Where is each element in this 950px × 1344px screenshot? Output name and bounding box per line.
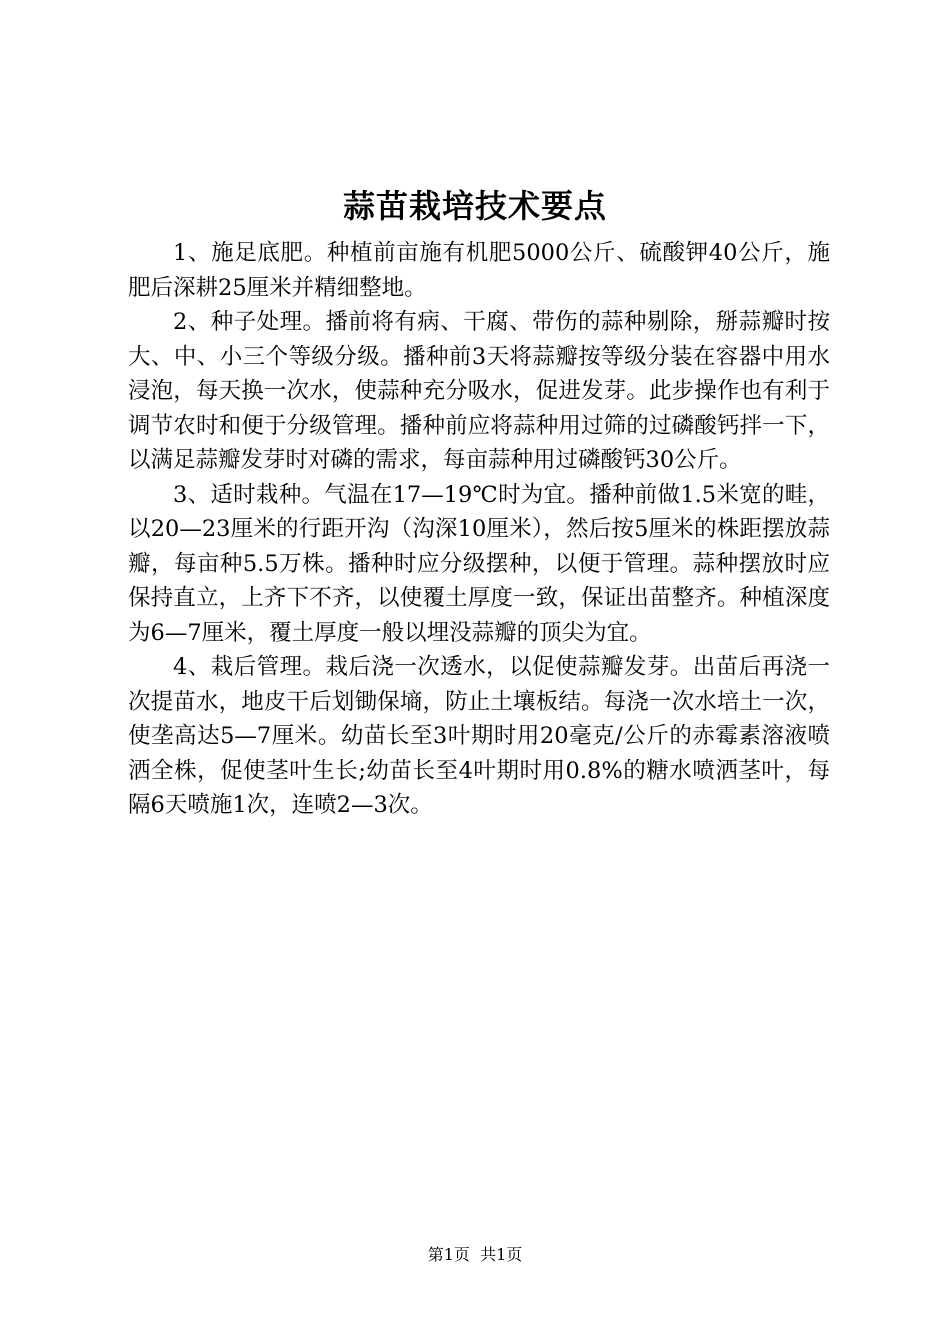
document-body [128, 236, 830, 823]
paragraph-timely-planting: 3、适时栽种。气温在17—19℃时为宜。播种前做1.5米宽的畦，以20—23厘米的行距开沟（沟深10厘米），然后按5厘米的株距摆放蒜瓣，每亩种5.5万株。播种时应分级摆种，以便于管理。蒜种摆放时应保持直立，上齐下不齐，以使覆土厚度一致，保证出苗整齐。种植深度为6—7厘米，覆土厚度一般以埋没蒜瓣的顶尖为宜。 [128, 481, 830, 646]
document-title: 蒜苗栽培技术要点 [342, 187, 607, 225]
page-number: 第1页 [427, 1245, 470, 1264]
page-total: 共1页 [480, 1245, 523, 1264]
page-footer [0, 1244, 950, 1266]
paragraph-post-planting-management: 4、栽后管理。栽后浇一次透水，以促使蒜瓣发芽。出苗后再浇一次提苗水，地皮干后划锄保墒，防止土壤板结。每浇一次水培土一次，使垄高达5—7厘米。幼苗长至3叶期时用20毫克/公斤的赤霉素溶液喷洒全株，促使茎叶生长;幼苗长至4叶期时用0.8%的糖水喷洒茎叶，每隔6天喷施1次，连喷2—3次。 [128, 654, 830, 818]
footer-separator [470, 1245, 480, 1264]
paragraph-basal-fertilizer: 1、施足底肥。种植前亩施有机肥5000公斤、硫酸钾40公斤，施肥后深耕25厘米并精细整地。 [128, 240, 830, 301]
paragraph-seed-treatment: 2、种子处理。播前将有病、干腐、带伤的蒜种剔除，掰蒜瓣时按大、中、小三个等级分级。播种前3天将蒜瓣按等级分装在容器中用水浸泡，每天换一次水，使蒜种充分吸水，促进发芽。此步操作也有利于调节农时和便于分级管理。播种前应将蒜种用过筛的过磷酸钙拌一下，以满足蒜瓣发芽时对磷的需求，每亩蒜种用过磷酸钙30公斤。 [128, 309, 830, 473]
